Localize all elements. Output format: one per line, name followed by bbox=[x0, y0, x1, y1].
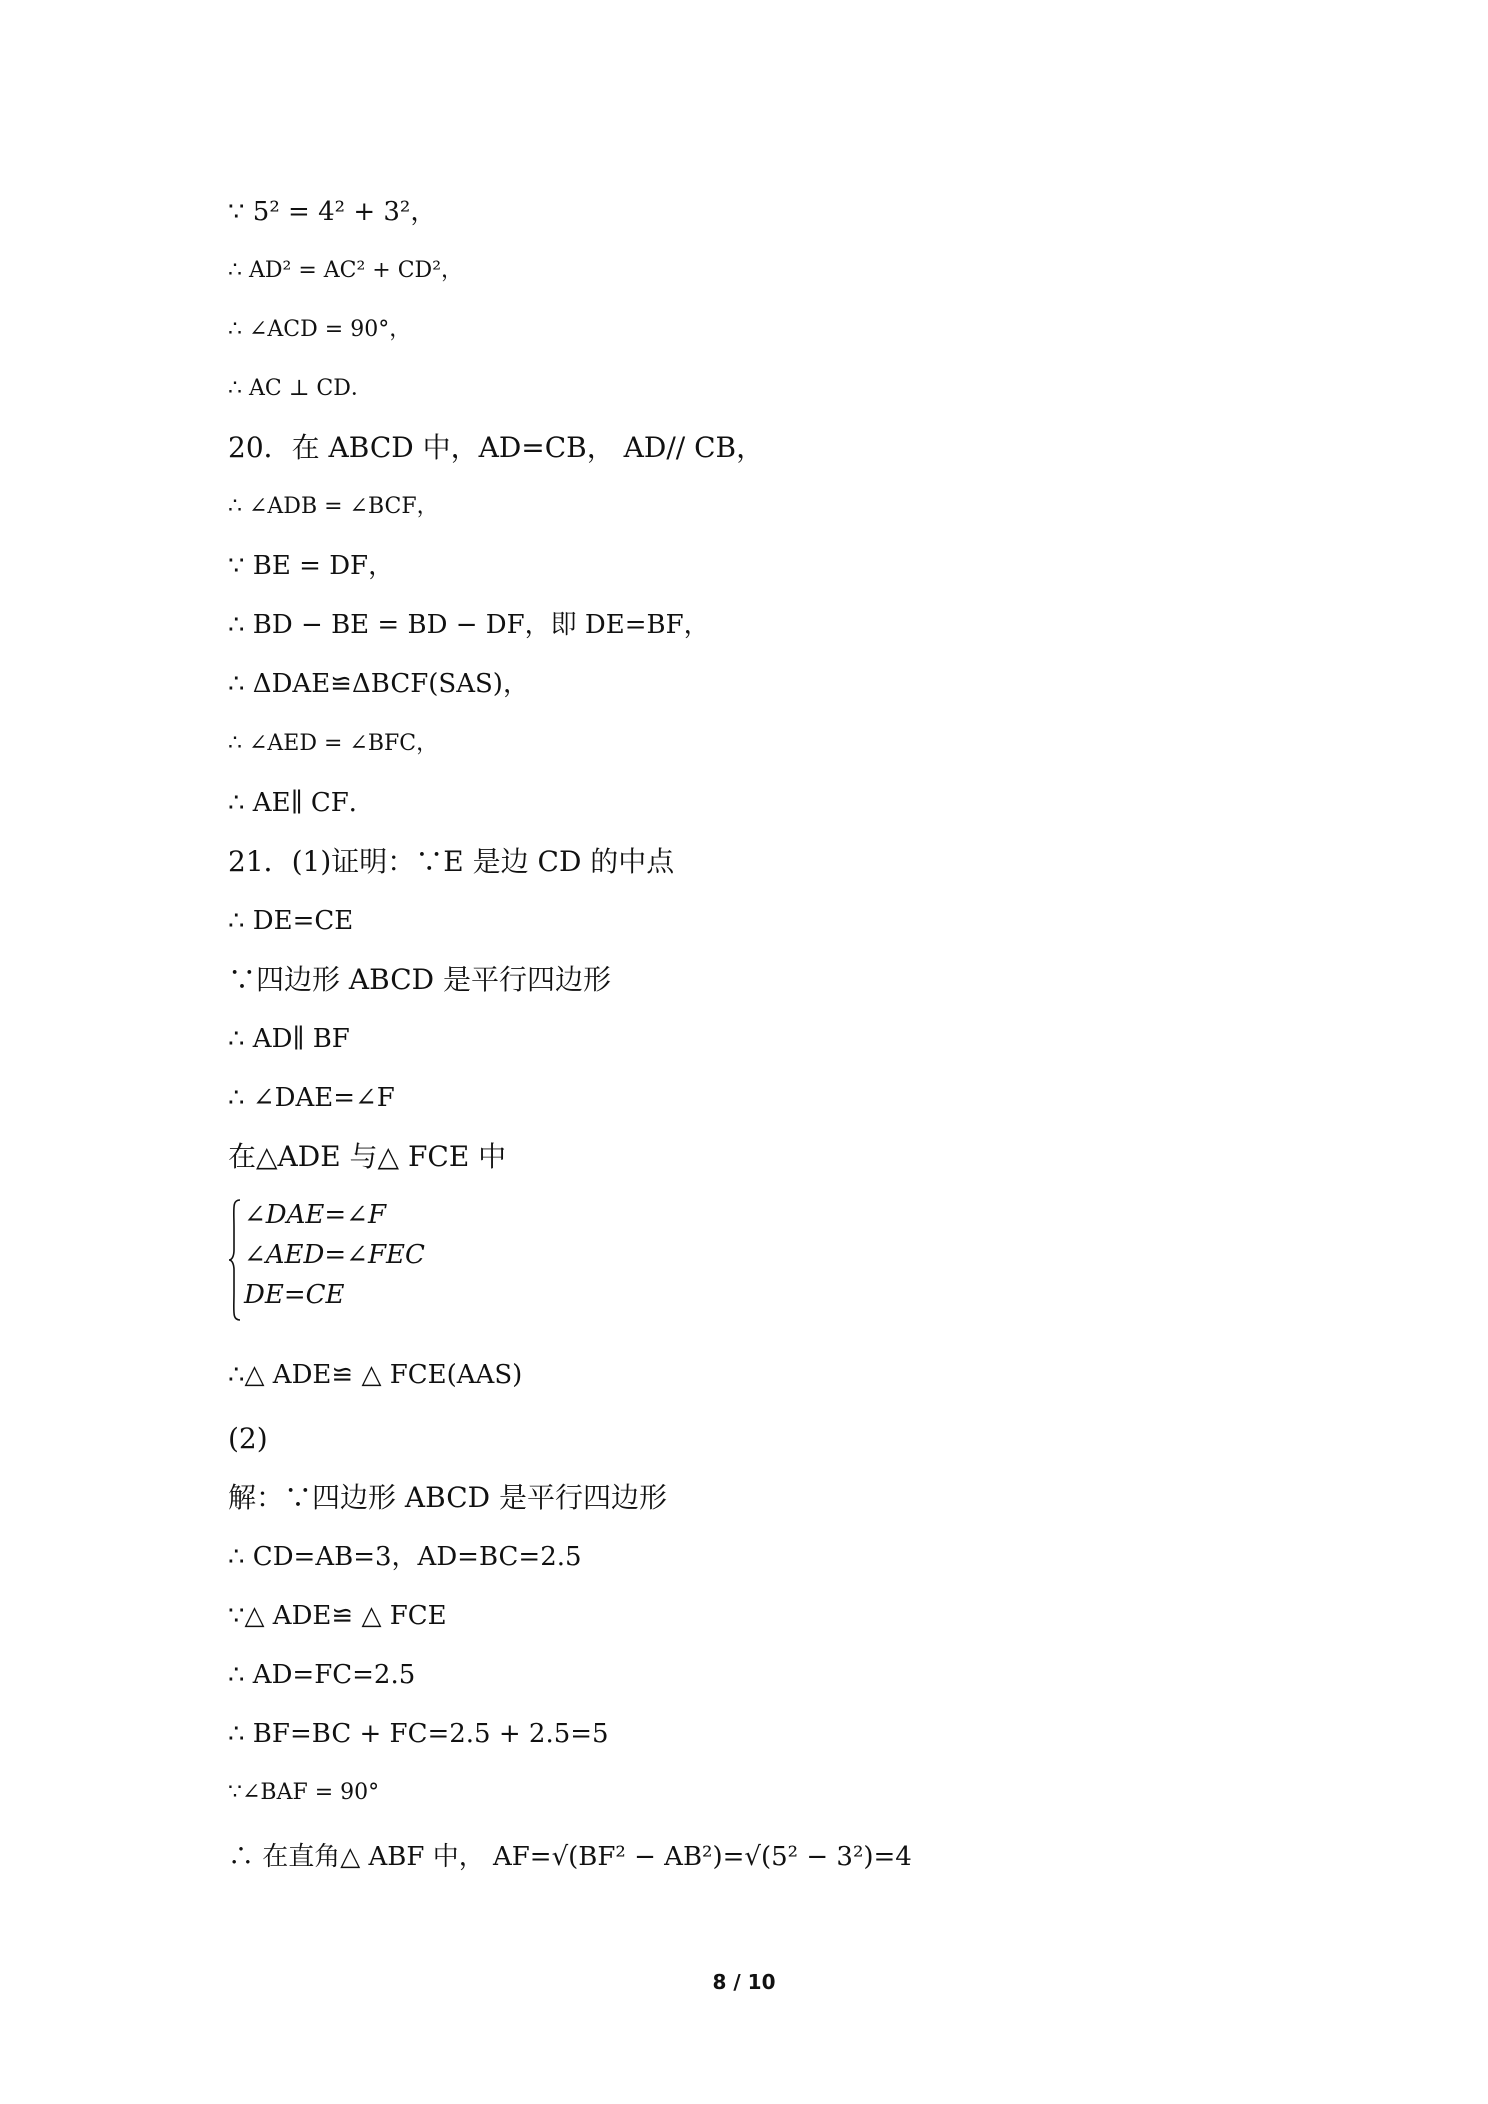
text-line: ∵ 5² = 4² + 3²， bbox=[228, 197, 437, 227]
text-line: ∴ AD² = AC² + CD²， bbox=[228, 258, 464, 283]
text-line: ∴ 在直角△ ABF 中， AF=√(BF² − AB²)=√(5² − 3²)=4 bbox=[228, 1842, 912, 1872]
problem-21-heading: 21．(1)证明：∵E 是边 CD 的中点 bbox=[228, 845, 675, 878]
text-line: ∴ BF=BC + FC=2.5 + 2.5=5 bbox=[228, 1719, 609, 1749]
text-line: ∴ ∠ADB = ∠BCF， bbox=[228, 494, 439, 519]
text-line: ∵∠BAF = 90° bbox=[228, 1780, 380, 1805]
text-line: ∵△ ADE≌ △ FCE bbox=[228, 1601, 447, 1631]
text-line: ∵ BE = DF， bbox=[228, 551, 395, 581]
text-line: ∴ BD − BE = BD − DF，即 DE=BF， bbox=[228, 610, 710, 640]
text-line: ∴ CD=AB=3，AD=BC=2.5 bbox=[228, 1542, 582, 1572]
system-row: DE=CE bbox=[244, 1280, 345, 1310]
text-line: 解：∵四边形 ABCD 是平行四边形 bbox=[228, 1481, 667, 1514]
text-line: ∴ AD=FC=2.5 bbox=[228, 1660, 416, 1690]
page-number: 8 / 10 bbox=[712, 1970, 776, 1994]
text-line: ∴ ΔDAE≌ΔBCF(SAS)， bbox=[228, 669, 529, 699]
text-line: ∴ ∠ACD = 90°， bbox=[228, 317, 412, 342]
text-line: ∴△ ADE≌ △ FCE(AAS) bbox=[228, 1360, 523, 1390]
text-line: ∵四边形 ABCD 是平行四边形 bbox=[228, 963, 611, 996]
equation-system bbox=[228, 1198, 728, 1322]
text-line: ∴ AC ⊥ CD． bbox=[228, 376, 373, 401]
problem-20-heading: 20．在 ABCD 中，AD=CB， AD// CB， bbox=[228, 431, 765, 464]
part-2-heading: (2) bbox=[228, 1422, 268, 1455]
text-line: ∴ AE∥ CF． bbox=[228, 788, 375, 818]
text-line: ∴ AD∥ BF bbox=[228, 1024, 350, 1054]
system-row: ∠DAE=∠F bbox=[244, 1200, 386, 1230]
text-line: ∴ DE=CE bbox=[228, 906, 354, 936]
system-row: ∠AED=∠FEC bbox=[244, 1240, 425, 1270]
left-brace-icon bbox=[228, 1198, 242, 1322]
text-line: 在△ADE 与△ FCE 中 bbox=[228, 1140, 507, 1173]
text-line: ∴ ∠AED = ∠BFC， bbox=[228, 731, 439, 756]
text-line: ∴ ∠DAE=∠F bbox=[228, 1083, 395, 1113]
